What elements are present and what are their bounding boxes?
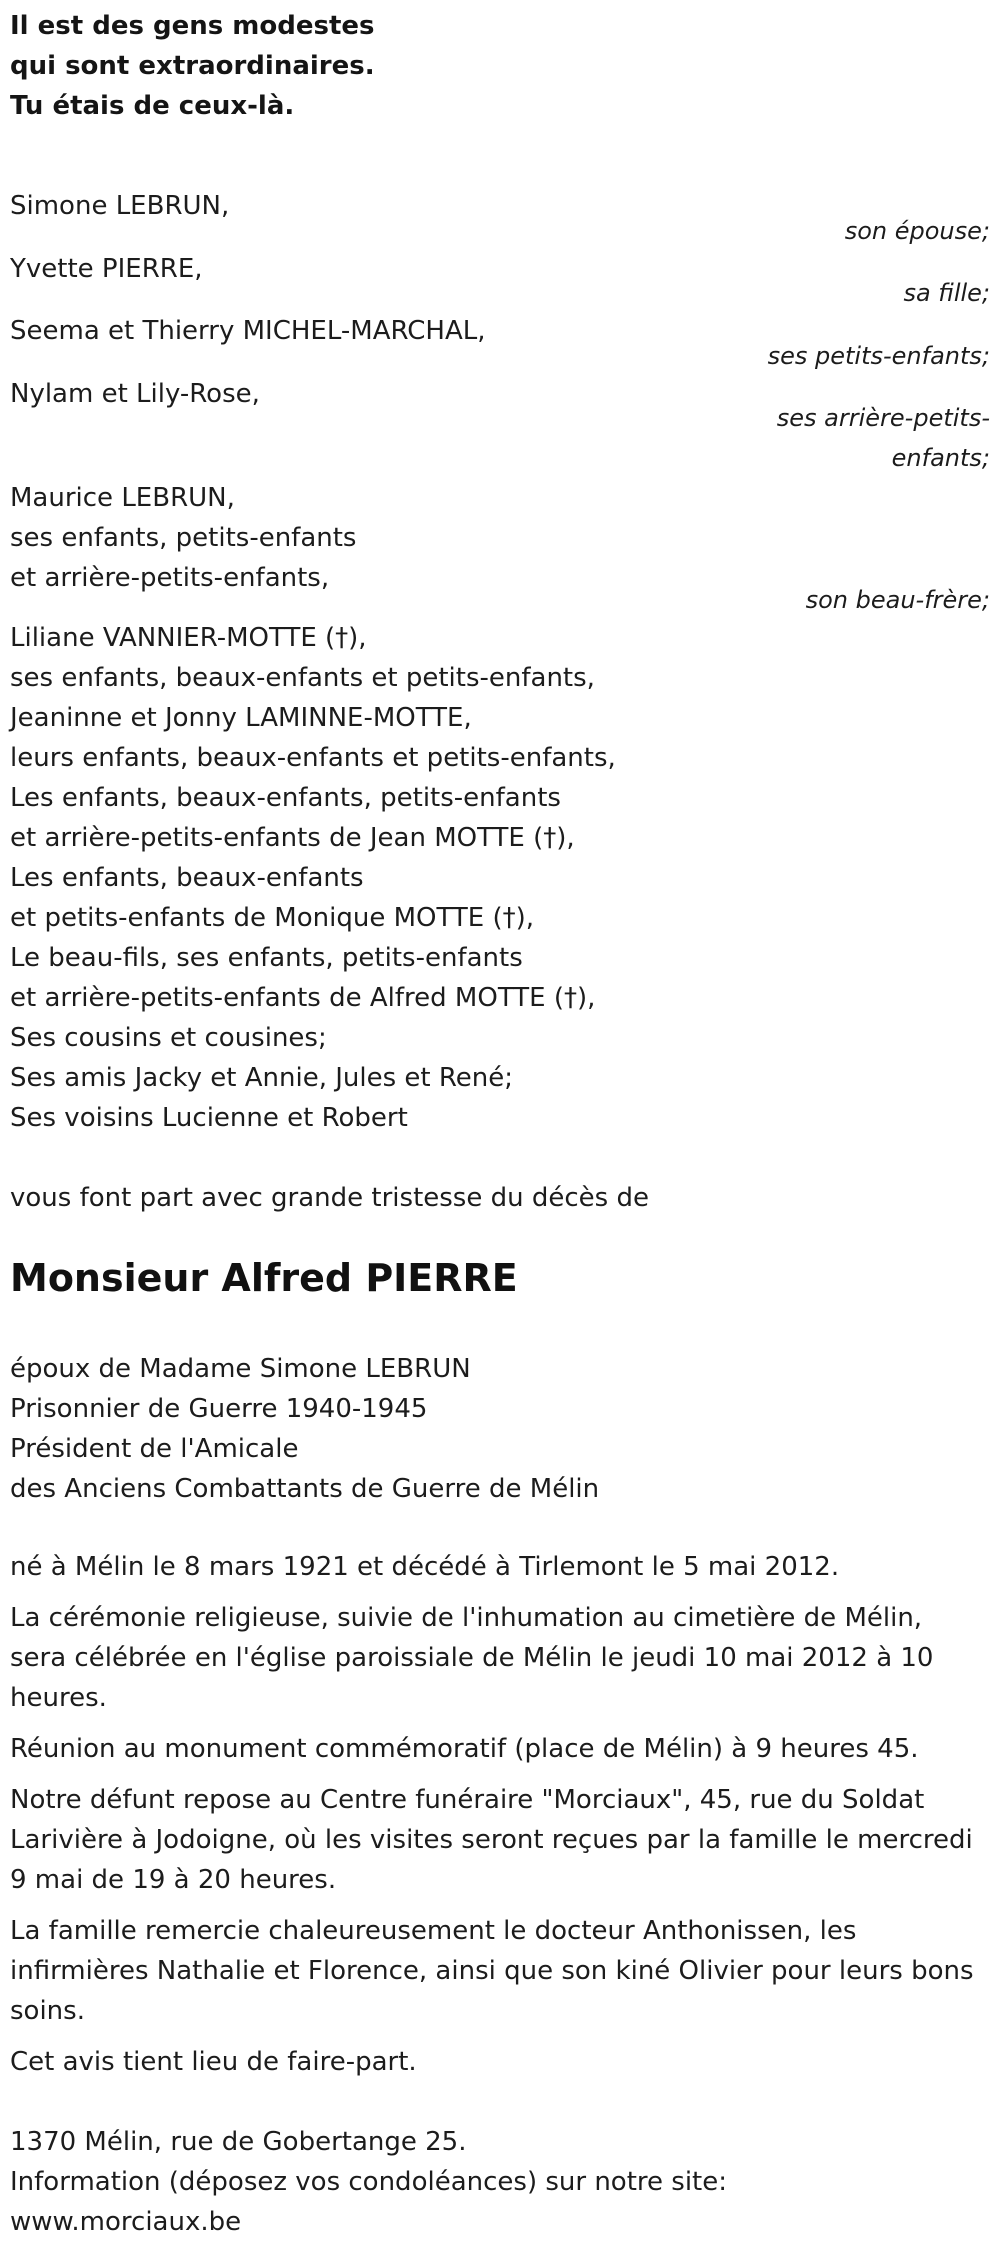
- info-line: Information (déposez vos condoléances) sur notre site:: [10, 2167, 728, 2197]
- mourner-relation: son épouse;: [844, 217, 990, 245]
- meeting-paragraph: Réunion au monument commémoratif (place de Mélin) à 9 heures 45.: [10, 1734, 919, 1764]
- mourner-name: Nylam et Lily-Rose,: [10, 379, 260, 409]
- mourner-line: Ses cousins et cousines;: [10, 1023, 327, 1053]
- mourner-line: ses enfants, beaux-enfants et petits-enfants,: [10, 663, 595, 693]
- mourner-relation: ses petits-enfants;: [767, 342, 990, 370]
- mourner-line: et arrière-petits-enfants de Jean MOTTE (†),: [10, 823, 575, 853]
- notice-paragraph: Cet avis tient lieu de faire-part.: [10, 2047, 417, 2077]
- epigraph: [10, 6, 375, 126]
- mourner-line: Liliane VANNIER-MOTTE (†),: [10, 623, 367, 653]
- mourner-line: leurs enfants, beaux-enfants et petits-enfants,: [10, 743, 616, 773]
- mourner-line: Maurice LEBRUN,: [10, 483, 235, 513]
- contact-footer: [10, 2122, 727, 2242]
- thanks-paragraph: La famille remercie chaleureusement le docteur Anthonissen, les infirmières Nathalie et Florence, ainsi que son kiné Olivier pour leurs bons soins.: [10, 1916, 974, 2026]
- announcement: [10, 1178, 649, 1218]
- birth-death-paragraph: né à Mélin le 8 mars 1921 et décédé à Tirlemont le 5 mai 2012.: [10, 1552, 840, 1582]
- deceased-name: Monsieur Alfred PIERRE: [10, 1256, 518, 1300]
- title-line: des Anciens Combattants de Guerre de Mélin: [10, 1474, 600, 1504]
- ceremony-paragraph: La cérémonie religieuse, suivie de l'inhumation au cimetière de Mélin, sera célébrée en l'église paroissiale de Mélin le jeudi 10 mai 2012 à 10 heures.: [10, 1603, 934, 1713]
- mourner-relation: sa fille;: [903, 279, 990, 307]
- announcement-text: vous font part avec grande tristesse du décès de: [10, 1183, 649, 1213]
- mourner-line: et arrière-petits-enfants de Alfred MOTTE (†),: [10, 983, 596, 1013]
- mourner-line: et arrière-petits-enfants,: [10, 563, 330, 593]
- maurice-block: [10, 478, 356, 598]
- website-link[interactable]: www.morciaux.be: [10, 2207, 242, 2237]
- mourner-relation: ses arrière-petits-enfants;: [776, 404, 990, 472]
- mourner-line: et petits-enfants de Monique MOTTE (†),: [10, 903, 535, 933]
- visitation-paragraph: Notre défunt repose au Centre funéraire "Morciaux", 45, rue du Soldat Larivière à Jodoigne, où les visites seront reçues par la famille le mercredi 9 mai de 19 à 20 heures.: [10, 1785, 973, 1895]
- address-line: 1370 Mélin, rue de Gobertange 25.: [10, 2127, 467, 2157]
- mourner-line: Le beau-fils, ses enfants, petits-enfants: [10, 943, 523, 973]
- title-line: Prisonnier de Guerre 1940-1945: [10, 1394, 428, 1424]
- epigraph-line: Il est des gens modestes: [10, 11, 375, 41]
- mourner-name: Seema et Thierry MICHEL-MARCHAL,: [10, 316, 486, 346]
- family-block: [10, 618, 616, 1138]
- mourner-line: Les enfants, beaux-enfants: [10, 863, 364, 893]
- title-line: époux de Madame Simone LEBRUN: [10, 1354, 471, 1384]
- mourner-name: Simone LEBRUN,: [10, 191, 230, 221]
- mourner-line: Ses voisins Lucienne et Robert: [10, 1103, 408, 1133]
- epigraph-line: Tu étais de ceux-là.: [10, 91, 295, 121]
- deceased-titles: [10, 1349, 599, 1509]
- epigraph-line: qui sont extraordinaires.: [10, 51, 375, 81]
- mourner-name: Yvette PIERRE,: [10, 254, 203, 284]
- mourner-line: Ses amis Jacky et Annie, Jules et René;: [10, 1063, 513, 1093]
- mourner-line: Les enfants, beaux-enfants, petits-enfants: [10, 783, 561, 813]
- mourner-line: Jeaninne et Jonny LAMINNE-MOTTE,: [10, 703, 472, 733]
- title-line: Président de l'Amicale: [10, 1434, 299, 1464]
- mourner-relation: son beau-frère;: [805, 586, 990, 614]
- mourner-line: ses enfants, petits-enfants: [10, 523, 357, 553]
